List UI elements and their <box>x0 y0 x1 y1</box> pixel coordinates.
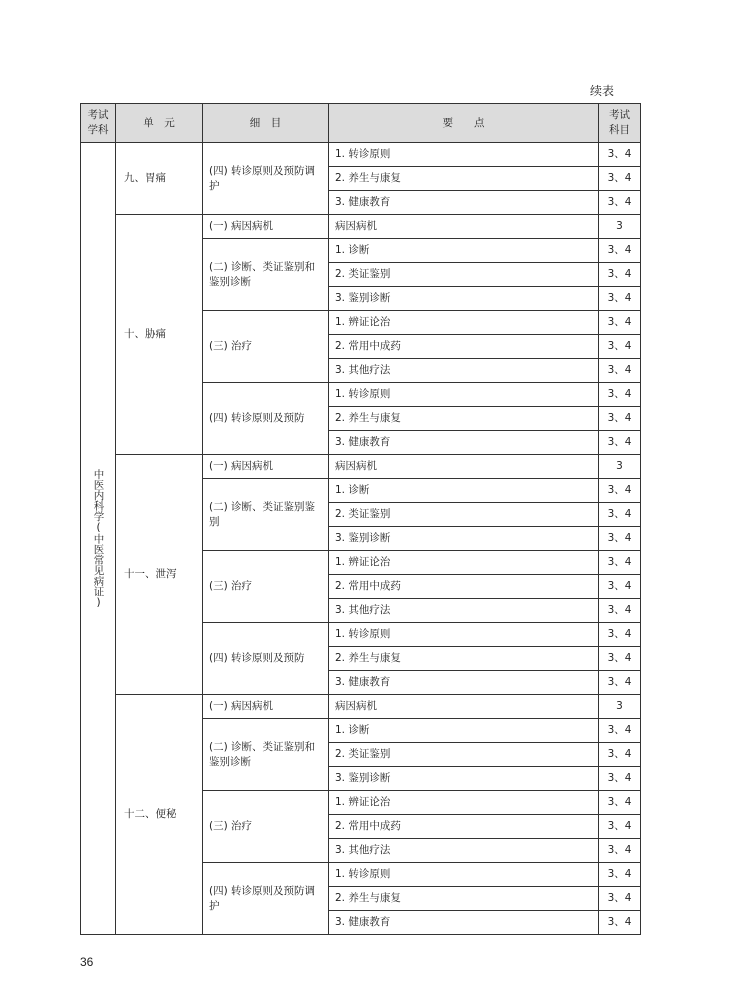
point-cell: 病因病机 <box>329 215 599 239</box>
point-cell: 3. 其他疗法 <box>329 599 599 623</box>
section-cell: (二) 诊断、类证鉴别和鉴别诊断 <box>203 239 329 311</box>
header-item: 细 目 <box>203 104 329 143</box>
exam-cell: 3、4 <box>599 551 641 575</box>
section-cell: (一) 病因病机 <box>203 695 329 719</box>
exam-cell: 3、4 <box>599 527 641 551</box>
point-cell: 病因病机 <box>329 455 599 479</box>
header-subject: 考试学科 <box>81 104 116 143</box>
exam-cell: 3 <box>599 455 641 479</box>
section-cell: (三) 治疗 <box>203 791 329 863</box>
header-points: 要 点 <box>329 104 599 143</box>
exam-cell: 3、4 <box>599 647 641 671</box>
point-cell: 3. 鉴别诊断 <box>329 287 599 311</box>
exam-cell: 3、4 <box>599 311 641 335</box>
exam-cell: 3、4 <box>599 335 641 359</box>
point-cell: 2. 类证鉴别 <box>329 743 599 767</box>
section-cell: (四) 转诊原则及预防 <box>203 623 329 695</box>
section-cell: (一) 病因病机 <box>203 455 329 479</box>
exam-cell: 3、4 <box>599 191 641 215</box>
section-cell: (三) 治疗 <box>203 551 329 623</box>
exam-cell: 3、4 <box>599 815 641 839</box>
exam-cell: 3、4 <box>599 503 641 527</box>
table-row <box>81 143 641 167</box>
point-cell: 3. 鉴别诊断 <box>329 767 599 791</box>
point-cell: 1. 转诊原则 <box>329 383 599 407</box>
exam-cell: 3、4 <box>599 671 641 695</box>
exam-cell: 3 <box>599 695 641 719</box>
exam-cell: 3、4 <box>599 887 641 911</box>
point-cell: 3. 其他疗法 <box>329 839 599 863</box>
point-cell: 2. 养生与康复 <box>329 647 599 671</box>
section-cell: (四) 转诊原则及预防调护 <box>203 863 329 935</box>
unit-cell: 十一、泄泻 <box>116 455 203 695</box>
page-number: 36 <box>80 955 94 969</box>
exam-cell: 3 <box>599 215 641 239</box>
point-cell: 1. 辨证论治 <box>329 311 599 335</box>
section-cell: (二) 诊断、类证鉴别和鉴别诊断 <box>203 719 329 791</box>
exam-cell: 3、4 <box>599 599 641 623</box>
unit-cell: 九、胃痛 <box>116 143 203 215</box>
point-cell: 1. 转诊原则 <box>329 143 599 167</box>
exam-cell: 3、4 <box>599 791 641 815</box>
point-cell: 1. 辨证论治 <box>329 551 599 575</box>
header-unit: 单 元 <box>116 104 203 143</box>
point-cell: 2. 养生与康复 <box>329 887 599 911</box>
section-cell: (四) 转诊原则及预防 <box>203 383 329 455</box>
exam-cell: 3、4 <box>599 407 641 431</box>
section-cell: (一) 病因病机 <box>203 215 329 239</box>
exam-cell: 3、4 <box>599 743 641 767</box>
point-cell: 3. 健康教育 <box>329 671 599 695</box>
section-cell: (四) 转诊原则及预防调护 <box>203 143 329 215</box>
point-cell: 1. 转诊原则 <box>329 623 599 647</box>
point-cell: 2. 常用中成药 <box>329 815 599 839</box>
point-cell: 3. 其他疗法 <box>329 359 599 383</box>
point-cell: 1. 诊断 <box>329 239 599 263</box>
exam-cell: 3、4 <box>599 143 641 167</box>
point-cell: 3. 健康教育 <box>329 911 599 935</box>
exam-cell: 3、4 <box>599 863 641 887</box>
header-row <box>81 104 641 143</box>
point-cell: 3. 健康教育 <box>329 191 599 215</box>
table-row <box>81 695 641 719</box>
point-cell: 2. 类证鉴别 <box>329 263 599 287</box>
exam-cell: 3、4 <box>599 431 641 455</box>
point-cell: 2. 养生与康复 <box>329 167 599 191</box>
syllabus-table <box>80 103 641 935</box>
point-cell: 1. 辨证论治 <box>329 791 599 815</box>
point-cell: 2. 常用中成药 <box>329 575 599 599</box>
point-cell: 1. 诊断 <box>329 719 599 743</box>
exam-cell: 3、4 <box>599 263 641 287</box>
point-cell: 1. 诊断 <box>329 479 599 503</box>
exam-cell: 3、4 <box>599 719 641 743</box>
point-cell: 2. 养生与康复 <box>329 407 599 431</box>
exam-cell: 3、4 <box>599 287 641 311</box>
unit-cell: 十二、便秘 <box>116 695 203 935</box>
exam-cell: 3、4 <box>599 575 641 599</box>
table-row <box>81 455 641 479</box>
point-cell: 3. 健康教育 <box>329 431 599 455</box>
continued-label: 续表 <box>590 84 615 98</box>
exam-cell: 3、4 <box>599 623 641 647</box>
header-exam: 考试科目 <box>599 104 641 143</box>
point-cell: 1. 转诊原则 <box>329 863 599 887</box>
point-cell: 病因病机 <box>329 695 599 719</box>
point-cell: 3. 鉴别诊断 <box>329 527 599 551</box>
exam-cell: 3、4 <box>599 479 641 503</box>
exam-cell: 3、4 <box>599 359 641 383</box>
point-cell: 2. 类证鉴别 <box>329 503 599 527</box>
section-cell: (三) 治疗 <box>203 311 329 383</box>
table-row <box>81 215 641 239</box>
unit-cell: 十、胁痛 <box>116 215 203 455</box>
exam-cell: 3、4 <box>599 239 641 263</box>
exam-cell: 3、4 <box>599 167 641 191</box>
exam-cell: 3、4 <box>599 383 641 407</box>
exam-cell: 3、4 <box>599 767 641 791</box>
point-cell: 2. 常用中成药 <box>329 335 599 359</box>
exam-cell: 3、4 <box>599 839 641 863</box>
exam-cell: 3、4 <box>599 911 641 935</box>
section-cell: (二) 诊断、类证鉴别鉴别 <box>203 479 329 551</box>
subject-cell: 中医内科学(中医常见病证) <box>81 143 116 935</box>
